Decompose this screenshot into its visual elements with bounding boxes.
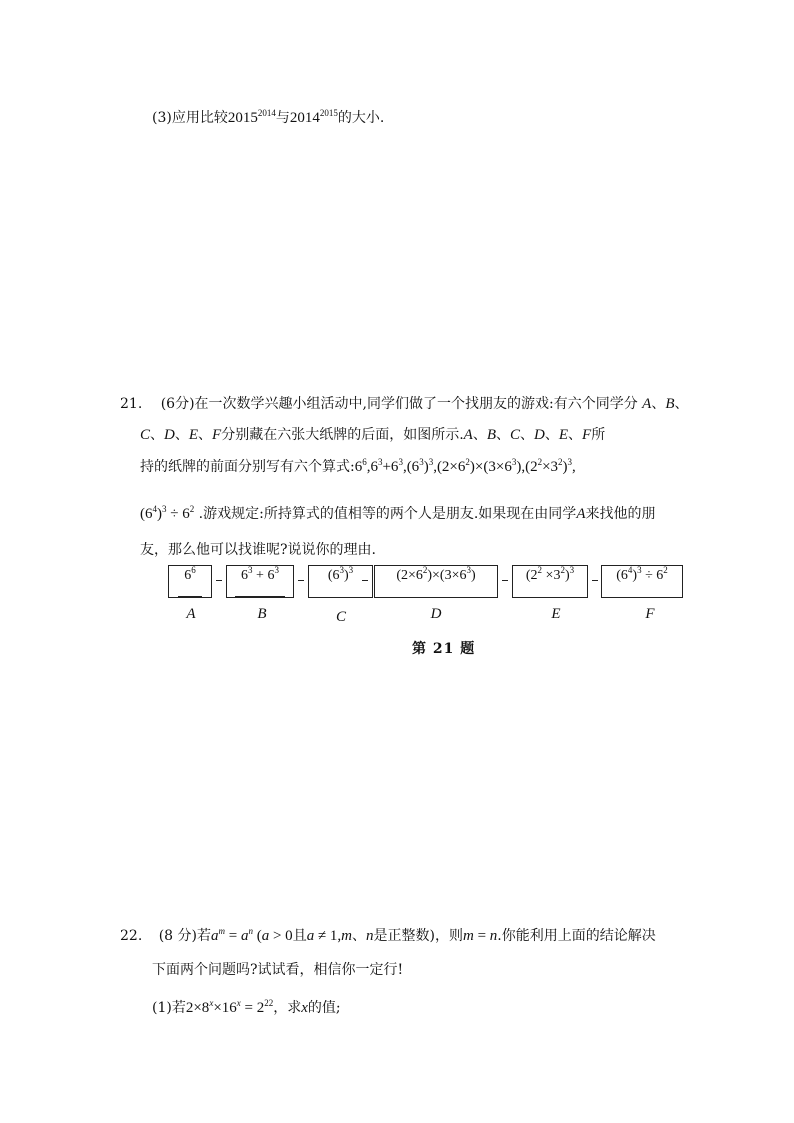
letter-a: A [642, 396, 652, 412]
q22-line1: 22. (8 分)若$a^m = a^n$ (a > 0且a ≠ 1,m、n是正整数)，则m = n.你能利用上面的结论解决 [120, 926, 656, 944]
letter-b: B [665, 396, 675, 412]
q20-part3-mid: 与 [275, 110, 290, 126]
question-number: 22. [120, 928, 143, 944]
q21-line4: $(6^4)^3 \div 6^2$ .游戏规定:所持算式的值相等的两个人是朋友.如果现在由同学A来找他的朋 [140, 504, 656, 522]
q20-part3-prefix: (3)应用比较 [152, 110, 228, 126]
question-number: 21. [120, 396, 143, 412]
card-label-f: F [645, 606, 655, 622]
card-e: $(2^2 \times 3^2)^3$ [512, 565, 588, 598]
card-d: $(2\times 6^2)\times(3\times 6^3)$ [374, 565, 498, 598]
power-b-exp: 2015 [319, 108, 338, 118]
q21-line1: 21. (6分)在一次数学兴趣小组活动中,同学们做了一个找朋友的游戏:有六个同学分 A、B、 [120, 396, 689, 412]
q21-expression-list: $6^6,6^3+6^3,(6^3)^3,(2\times 6^2)\times(3\times 6^3),(2^2\times 3^2)^3$, [354, 457, 576, 475]
q21-line2-text: 分别藏在六张大纸牌的后面，如图所示. [221, 427, 464, 443]
q22-equation: $a^m = a^n$ [211, 926, 253, 944]
card-label-c: C [335, 609, 346, 625]
q21-line2: C、D、E、F分别藏在六张大纸牌的后面，如图所示.A、B、C、D、E、F所 [140, 427, 606, 443]
card-c: $(6^3)^3$ [308, 565, 373, 598]
card-label-e: E [551, 606, 561, 622]
q21-line3 [140, 457, 576, 477]
q21-line3-text: 持的纸牌的前面分别写有六个算式: [140, 459, 355, 475]
q22-part1: (1)若$2\times 8^x\times 16^x = 2^{22}$，求x的值; [152, 998, 341, 1016]
card-label-b: B [257, 606, 267, 622]
q21-line1-text: (6分)在一次数学兴趣小组活动中,同学们做了一个找朋友的游戏:有六个同学分 [160, 396, 638, 412]
power-a-exp: 2014 [257, 108, 276, 118]
q21-line4-text: .游戏规定:所持算式的值相等的两个人是朋友.如果现在由同学 [194, 506, 577, 522]
q21-line5 [140, 540, 376, 560]
card-separator [216, 580, 222, 581]
card-separator [362, 580, 368, 581]
q21-expression-f: $(6^4)^3 \div 6^2$ [140, 504, 195, 522]
q22-line2-text: 下面两个问题吗?试试看，相信你一定行! [152, 962, 404, 978]
power-b-base: 2014 [289, 110, 320, 126]
q20-part3-suffix: 的大小. [337, 110, 385, 126]
card-separator [298, 580, 304, 581]
card-label-d: D [430, 606, 442, 622]
q20-part3 [152, 108, 384, 128]
card-f: $(6^4)^3 \div 6^2$ [601, 565, 683, 598]
card-b: $6^3 + 6^3$ [226, 565, 294, 598]
card-label-a: A [186, 606, 196, 622]
card-separator [592, 580, 598, 581]
card-separator [502, 580, 508, 581]
card-a: $6^6$ [168, 565, 212, 598]
power-a-base: 2015 [227, 110, 258, 126]
figure-caption: 第 21 题 [412, 641, 476, 657]
q21-line5-text: 友，那么他可以找谁呢?说说你的理由. [140, 542, 376, 558]
q22-line2 [152, 960, 403, 980]
q22-part1-equation: $2\times 8^x\times 16^x = 2^{22}$ [185, 998, 274, 1016]
